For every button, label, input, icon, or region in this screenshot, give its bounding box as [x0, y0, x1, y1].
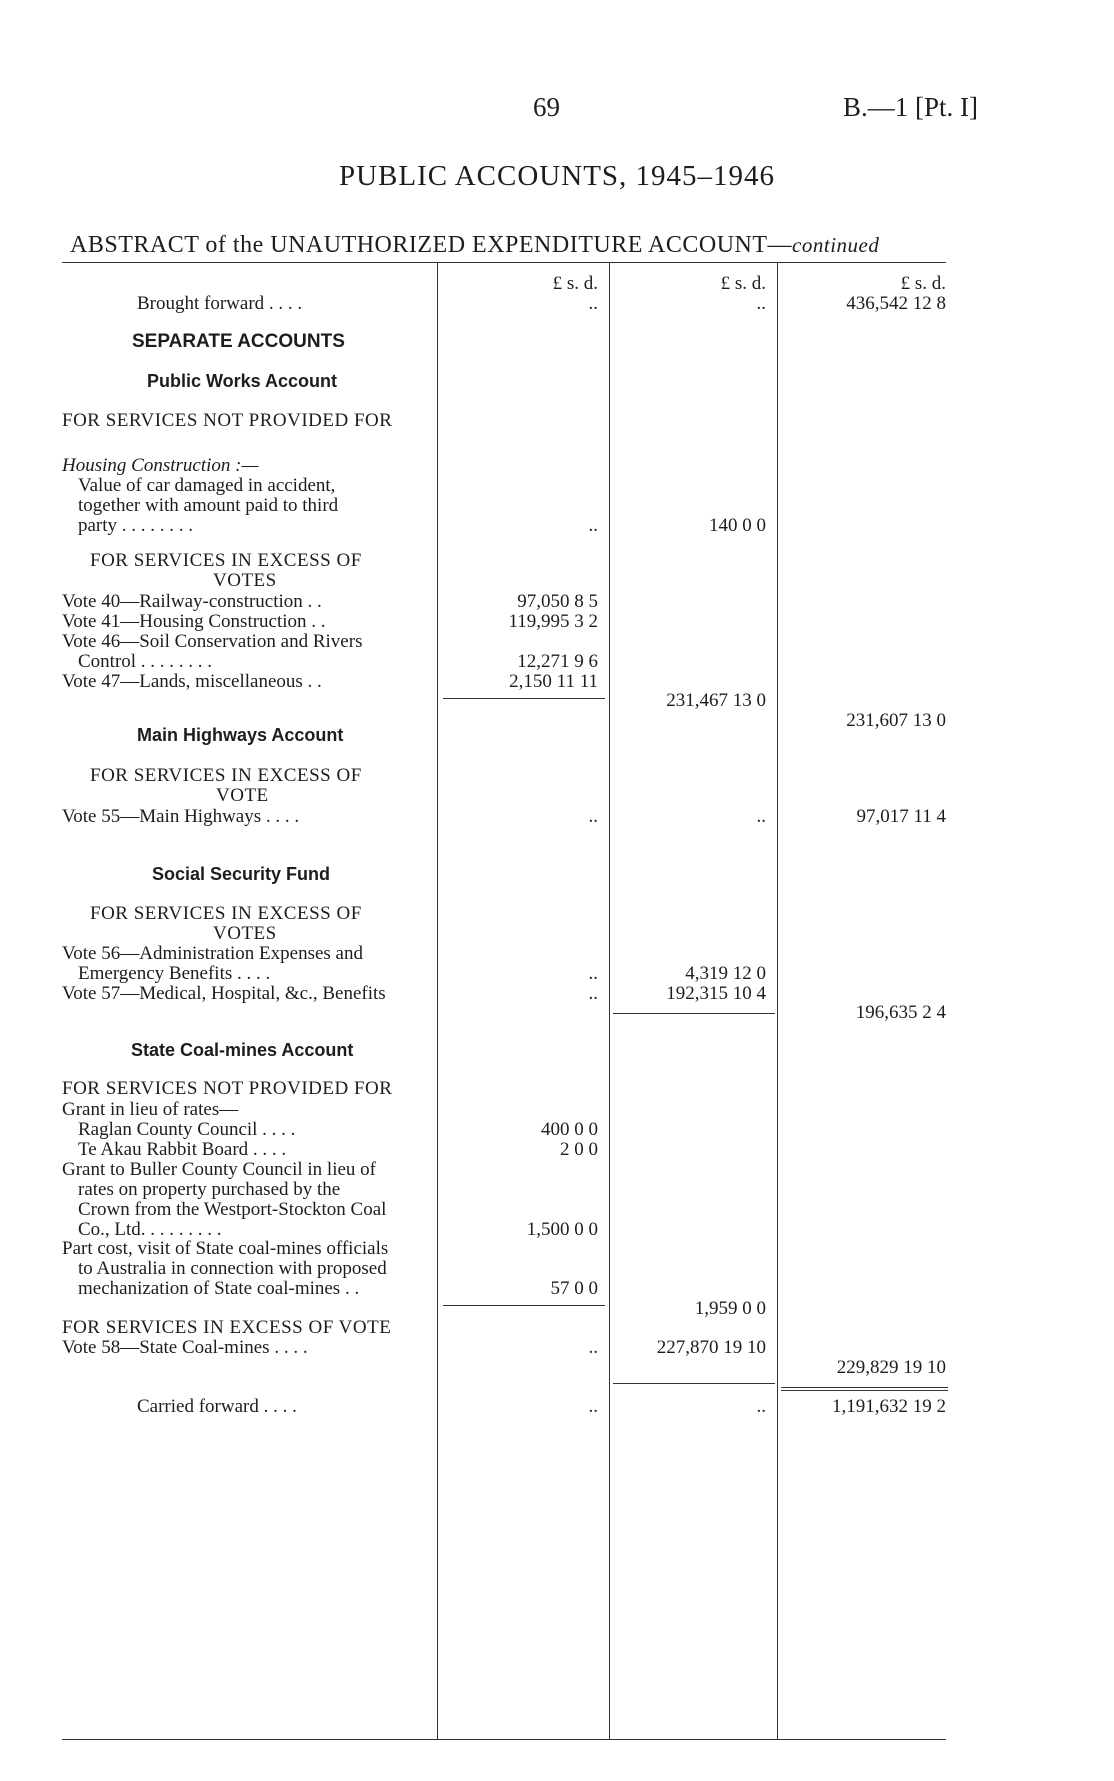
vote-41-label: Vote 41—Housing Construction . .	[62, 611, 326, 632]
visit-c1: 57 0 0	[550, 1278, 598, 1299]
vote-55-c3: 97,017 11 4	[856, 806, 946, 827]
units-col3: £ s. d.	[900, 273, 946, 294]
column-divider-3	[777, 262, 778, 1740]
units-col1: £ s. d.	[552, 273, 598, 294]
vote-58-c2: 227,870 19 10	[656, 1337, 766, 1358]
vote-55-label: Vote 55—Main Highways . . . .	[62, 806, 300, 827]
document-reference: B.—1 [Pt. I]	[843, 92, 978, 122]
vote-55-c1: ..	[588, 806, 598, 827]
state-coal-mines-subtotal-c2: 1,959 0 0	[694, 1298, 766, 1319]
vote-40-c1: 97,050 8 5	[517, 591, 598, 612]
column-divider-1	[437, 262, 438, 1740]
te-akau-label: Te Akau Rabbit Board . . . .	[78, 1139, 287, 1160]
main-highways-excess-heading-1: FOR SERVICES IN EXCESS OF	[90, 765, 362, 786]
visit-line-1: Part cost, visit of State coal-mines officials	[62, 1238, 389, 1259]
abstract-heading	[70, 232, 879, 259]
public-works-excess-heading-2: VOTES	[213, 570, 277, 591]
carried-forward-c3: 1,191,632 19 2	[832, 1396, 946, 1417]
brought-forward-label: Brought forward . . . .	[137, 293, 303, 314]
column-divider-2	[609, 262, 610, 1740]
vote-55-c2: ..	[756, 806, 766, 827]
vote-57-c1: ..	[588, 983, 598, 1004]
total-rule-lower	[781, 1390, 948, 1391]
section-heading-separate-accounts: SEPARATE ACCOUNTS	[132, 331, 345, 352]
vote-40-label: Vote 40—Railway-construction . .	[62, 591, 322, 612]
vote-47-label: Vote 47—Lands, miscellaneous . .	[62, 671, 322, 692]
buller-label: Co., Ltd. . . . . . . . .	[78, 1219, 222, 1240]
subtotal-rule-scm-c2	[613, 1383, 775, 1384]
car-damage-c1: ..	[588, 515, 598, 536]
vote-47-c1: 2,150 11 11	[509, 671, 598, 692]
car-damage-line-2: together with amount paid to third	[78, 495, 339, 516]
social-security-excess-heading-2: VOTES	[213, 923, 277, 944]
housing-construction-heading: Housing Construction :—	[62, 455, 259, 476]
grant-in-lieu-heading: Grant in lieu of rates—	[62, 1099, 239, 1120]
social-security-excess-heading-1: FOR SERVICES IN EXCESS OF	[90, 903, 362, 924]
carried-forward-label: Carried forward . . . .	[137, 1396, 297, 1417]
total-rule-upper	[781, 1387, 948, 1388]
units-col2: £ s. d.	[720, 273, 766, 294]
carried-forward-c1: ..	[588, 1396, 598, 1417]
account-title-public-works: Public Works Account	[147, 371, 338, 391]
car-damage-line-3: party . . . . . . . .	[78, 515, 194, 536]
table-top-rule	[62, 262, 946, 263]
state-coal-mines-not-provided-heading: FOR SERVICES NOT PROVIDED FOR	[62, 1078, 393, 1099]
carried-forward-c2: ..	[756, 1396, 766, 1417]
abstract-suffix: continued	[792, 233, 880, 257]
vote-57-label: Vote 57—Medical, Hospital, &c., Benefits	[62, 983, 386, 1004]
te-akau-c1: 2 0 0	[560, 1139, 598, 1160]
page-number: 69	[533, 92, 560, 122]
visit-line-2: to Australia in connection with proposed	[78, 1258, 387, 1279]
vote-56-c1: ..	[588, 963, 598, 984]
subtotal-rule-ss	[613, 1013, 775, 1014]
account-title-state-coal-mines: State Coal-mines Account	[131, 1040, 354, 1060]
public-works-total-c3: 231,607 13 0	[846, 710, 946, 731]
public-works-excess-heading-1: FOR SERVICES IN EXCESS OF	[90, 550, 362, 571]
subtotal-rule-pw	[443, 698, 605, 699]
main-highways-excess-heading-2: VOTE	[216, 785, 269, 806]
account-title-main-highways: Main Highways Account	[137, 725, 344, 745]
buller-line-3: Crown from the Westport-Stockton Coal	[78, 1199, 387, 1220]
table-bottom-rule	[62, 1739, 946, 1740]
brought-forward-c1: ..	[588, 293, 598, 314]
raglan-label: Raglan County Council . . . .	[78, 1119, 296, 1140]
visit-label: mechanization of State coal-mines . .	[78, 1278, 360, 1299]
car-damage-c2: 140 0 0	[709, 515, 766, 536]
state-coal-mines-excess-heading: FOR SERVICES IN EXCESS OF VOTE	[62, 1317, 392, 1338]
page-title: PUBLIC ACCOUNTS, 1945–1946	[338, 160, 776, 192]
brought-forward-c2: ..	[756, 293, 766, 314]
account-title-social-security: Social Security Fund	[152, 864, 331, 884]
social-security-total-c3: 196,635 2 4	[855, 1002, 946, 1023]
vote-41-c1: 119,995 3 2	[508, 611, 598, 632]
abstract-prefix: ABSTRACT of the UNAUTHORIZED EXPENDITURE ACCOUNT—	[70, 232, 793, 258]
subtotal-rule-scm-c1	[443, 1305, 605, 1306]
public-works-not-provided-heading: FOR SERVICES NOT PROVIDED FOR	[62, 410, 393, 431]
brought-forward-c3: 436,542 12 8	[846, 293, 946, 314]
vote-58-c1: ..	[588, 1337, 598, 1358]
vote-56-line-1: Vote 56—Administration Expenses and	[62, 943, 363, 964]
vote-56-c2: 4,319 12 0	[685, 963, 766, 984]
vote-46-label: Control . . . . . . . .	[78, 651, 213, 672]
buller-c1: 1,500 0 0	[526, 1219, 598, 1240]
buller-line-2: rates on property purchased by the	[78, 1179, 341, 1200]
vote-58-label: Vote 58—State Coal-mines . . . .	[62, 1337, 308, 1358]
state-coal-mines-total-c3: 229,829 19 10	[836, 1357, 946, 1378]
public-works-subtotal-c2: 231,467 13 0	[666, 690, 766, 711]
vote-56-label: Emergency Benefits . . . .	[78, 963, 271, 984]
vote-57-c2: 192,315 10 4	[666, 983, 766, 1004]
car-damage-line-1: Value of car damaged in accident,	[78, 475, 336, 496]
raglan-c1: 400 0 0	[541, 1119, 598, 1140]
buller-line-1: Grant to Buller County Council in lieu of	[62, 1159, 376, 1180]
vote-46-c1: 12,271 9 6	[517, 651, 598, 672]
vote-46-line-1: Vote 46—Soil Conservation and Rivers	[62, 631, 363, 652]
